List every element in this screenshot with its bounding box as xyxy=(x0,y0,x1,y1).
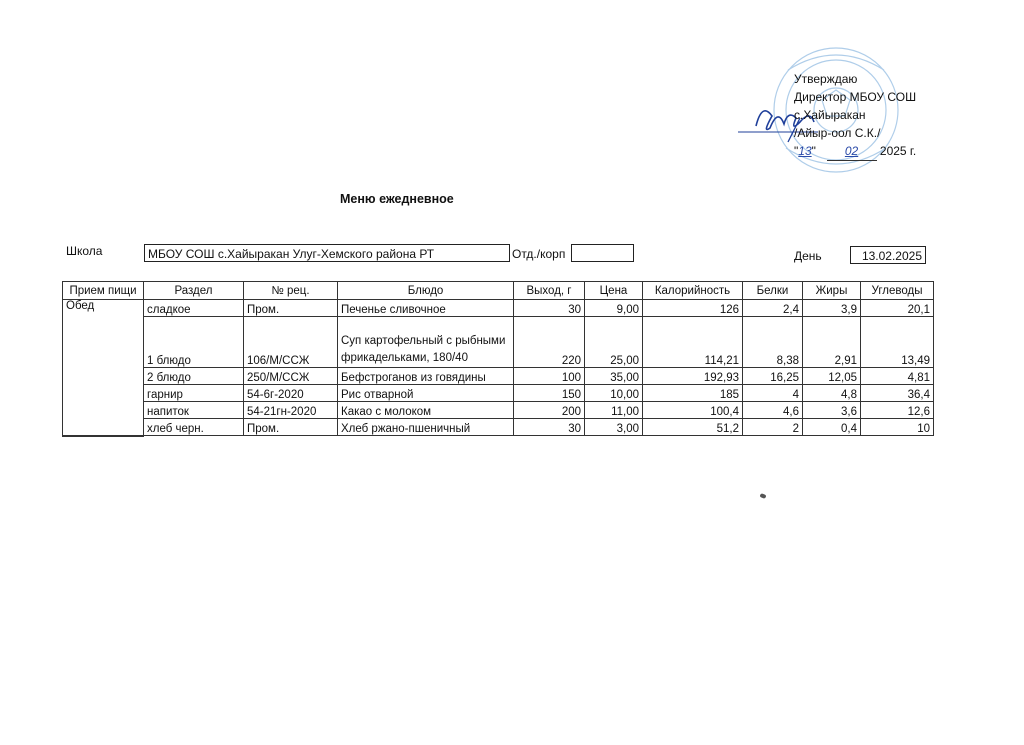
protein-cell: 2 xyxy=(743,419,803,436)
recipe-cell: Пром. xyxy=(244,419,338,436)
kcal-cell: 192,93 xyxy=(643,368,743,385)
section-cell: гарнир xyxy=(144,385,244,402)
table-row xyxy=(63,368,934,385)
dish-cell: Хлеб ржано-пшеничный xyxy=(338,419,514,436)
carbs-cell: 4,81 xyxy=(861,368,934,385)
department-label: Отд./корп xyxy=(512,247,566,261)
price-cell: 3,00 xyxy=(585,419,643,436)
dish-cell: Рис отварной xyxy=(338,385,514,402)
approval-line-signature-name: /Айыр-оол С.К./ xyxy=(794,126,881,140)
carbs-cell: 10 xyxy=(861,419,934,436)
dish-cell: Бефстроганов из говядины xyxy=(338,368,514,385)
fat-cell: 12,05 xyxy=(803,368,861,385)
carbs-cell: 13,49 xyxy=(861,317,934,368)
protein-cell: 16,25 xyxy=(743,368,803,385)
dish-cell: Суп картофельный с рыбными фрикадельками, 180/40 xyxy=(338,317,514,368)
protein-cell: 4,6 xyxy=(743,402,803,419)
page-title: Меню ежедневное xyxy=(340,192,454,206)
recipe-cell: Пром. xyxy=(244,300,338,317)
price-cell: 11,00 xyxy=(585,402,643,419)
output-cell: 30 xyxy=(514,419,585,436)
kcal-cell: 51,2 xyxy=(643,419,743,436)
header-output: Выход, г xyxy=(514,282,585,300)
department-field xyxy=(571,244,634,262)
section-cell: хлеб черн. xyxy=(144,419,244,436)
kcal-cell: 126 xyxy=(643,300,743,317)
header-kcal: Калорийность xyxy=(643,282,743,300)
kcal-cell: 114,21 xyxy=(643,317,743,368)
output-cell: 200 xyxy=(514,402,585,419)
fat-cell: 2,91 xyxy=(803,317,861,368)
kcal-cell: 185 xyxy=(643,385,743,402)
approval-date-month: 02 xyxy=(827,142,877,161)
output-cell: 30 xyxy=(514,300,585,317)
kcal-cell: 100,4 xyxy=(643,402,743,419)
recipe-cell: 106/М/ССЖ xyxy=(244,317,338,368)
recipe-cell: 250/М/ССЖ xyxy=(244,368,338,385)
protein-cell: 2,4 xyxy=(743,300,803,317)
price-cell: 9,00 xyxy=(585,300,643,317)
table-row xyxy=(63,419,934,436)
approval-line-village: с.Хайыракан xyxy=(794,108,866,122)
header-section: Раздел xyxy=(144,282,244,300)
fat-cell: 3,6 xyxy=(803,402,861,419)
approval-line-approve: Утверждаю xyxy=(794,72,858,86)
school-name-field: МБОУ СОШ с.Хайыракан Улуг-Хемского района РТ xyxy=(144,244,510,262)
header-price: Цена xyxy=(585,282,643,300)
approval-date-year: 2025 г. xyxy=(879,144,917,158)
day-field: 13.02.2025 xyxy=(850,246,926,264)
table-header-row xyxy=(63,282,934,300)
menu-table xyxy=(62,281,934,437)
table-row xyxy=(63,317,934,368)
header-fat: Жиры xyxy=(803,282,861,300)
header-dish: Блюдо xyxy=(338,282,514,300)
dish-cell: Печенье сливочное xyxy=(338,300,514,317)
header-carbs: Углеводы xyxy=(861,282,934,300)
approval-date: "13" 02 2025 г. xyxy=(794,142,916,161)
dish-cell: Какао с молоком xyxy=(338,402,514,419)
fat-cell: 0,4 xyxy=(803,419,861,436)
section-cell: сладкое xyxy=(144,300,244,317)
fat-cell: 4,8 xyxy=(803,385,861,402)
carbs-cell: 36,4 xyxy=(861,385,934,402)
table-row xyxy=(63,300,934,317)
fat-cell: 3,9 xyxy=(803,300,861,317)
price-cell: 35,00 xyxy=(585,368,643,385)
price-cell: 25,00 xyxy=(585,317,643,368)
output-cell: 150 xyxy=(514,385,585,402)
price-cell: 10,00 xyxy=(585,385,643,402)
header-recipe: № рец. xyxy=(244,282,338,300)
school-label: Школа xyxy=(66,244,103,258)
scan-speck xyxy=(759,493,766,499)
day-label: День xyxy=(794,249,822,263)
output-cell: 220 xyxy=(514,317,585,368)
table-row xyxy=(63,385,934,402)
approval-block xyxy=(794,70,916,161)
approval-date-day: 13 xyxy=(798,144,812,158)
header-meal: Прием пищи xyxy=(63,282,144,300)
protein-cell: 8,38 xyxy=(743,317,803,368)
section-cell: 2 блюдо xyxy=(144,368,244,385)
recipe-cell: 54-6г-2020 xyxy=(244,385,338,402)
recipe-cell: 54-21гн-2020 xyxy=(244,402,338,419)
carbs-cell: 12,6 xyxy=(861,402,934,419)
meal-cell: Обед xyxy=(63,300,144,436)
section-cell: напиток xyxy=(144,402,244,419)
table-row xyxy=(63,402,934,419)
carbs-cell: 20,1 xyxy=(861,300,934,317)
header-protein: Белки xyxy=(743,282,803,300)
section-cell: 1 блюдо xyxy=(144,317,244,368)
approval-line-position: Директор МБОУ СОШ xyxy=(794,90,917,104)
output-cell: 100 xyxy=(514,368,585,385)
protein-cell: 4 xyxy=(743,385,803,402)
